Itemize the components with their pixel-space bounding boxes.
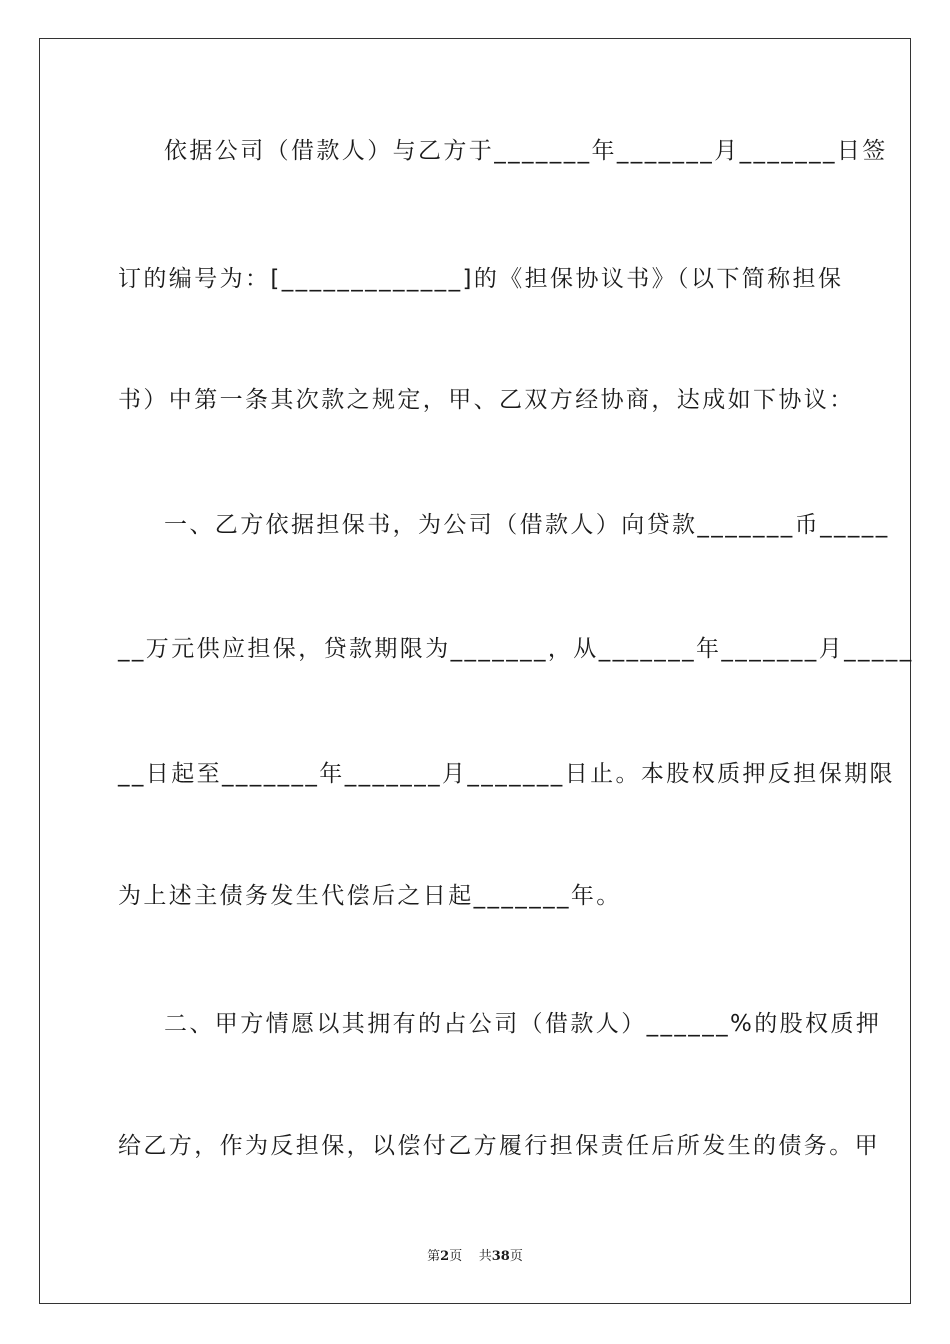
- total-prefix: 共: [478, 1249, 492, 1264]
- clause-one-line-1: 一、乙方依据担保书，为公司（借款人）向贷款_______币_____: [164, 512, 890, 538]
- total-pages: 38: [491, 1249, 510, 1264]
- page-prefix: 第: [427, 1249, 441, 1264]
- page-number: 2: [440, 1249, 450, 1264]
- clause-one-line-3: __日起至_______年_______月_______日止。本股权质押反担保期限: [118, 761, 895, 787]
- paragraph-line-2: 订的编号为：[_____________]的《担保协议书》（以下简称担保: [118, 266, 844, 292]
- clause-one-line-4: 为上述主债务发生代偿后之日起_______年。: [118, 883, 622, 909]
- paragraph-line-3: 书）中第一条其次款之规定，甲、乙双方经协商，达成如下协议：: [118, 387, 855, 413]
- paragraph-line-1: 依据公司（借款人）与乙方于_______年_______月_______日签: [164, 138, 888, 164]
- page-suffix: 页: [449, 1249, 463, 1264]
- clause-two-line-2: 给乙方，作为反担保，以偿付乙方履行担保责任后所发生的债务。甲: [118, 1133, 880, 1159]
- clause-two-line-1: 二、甲方情愿以其拥有的占公司（借款人）______%的股权质押: [164, 1011, 882, 1037]
- total-suffix: 页: [509, 1249, 523, 1264]
- page-border: [39, 38, 914, 1304]
- clause-one-line-2: __万元供应担保，贷款期限为_______，从_______年_______月_____: [118, 636, 914, 662]
- page-footer: [0, 1248, 950, 1266]
